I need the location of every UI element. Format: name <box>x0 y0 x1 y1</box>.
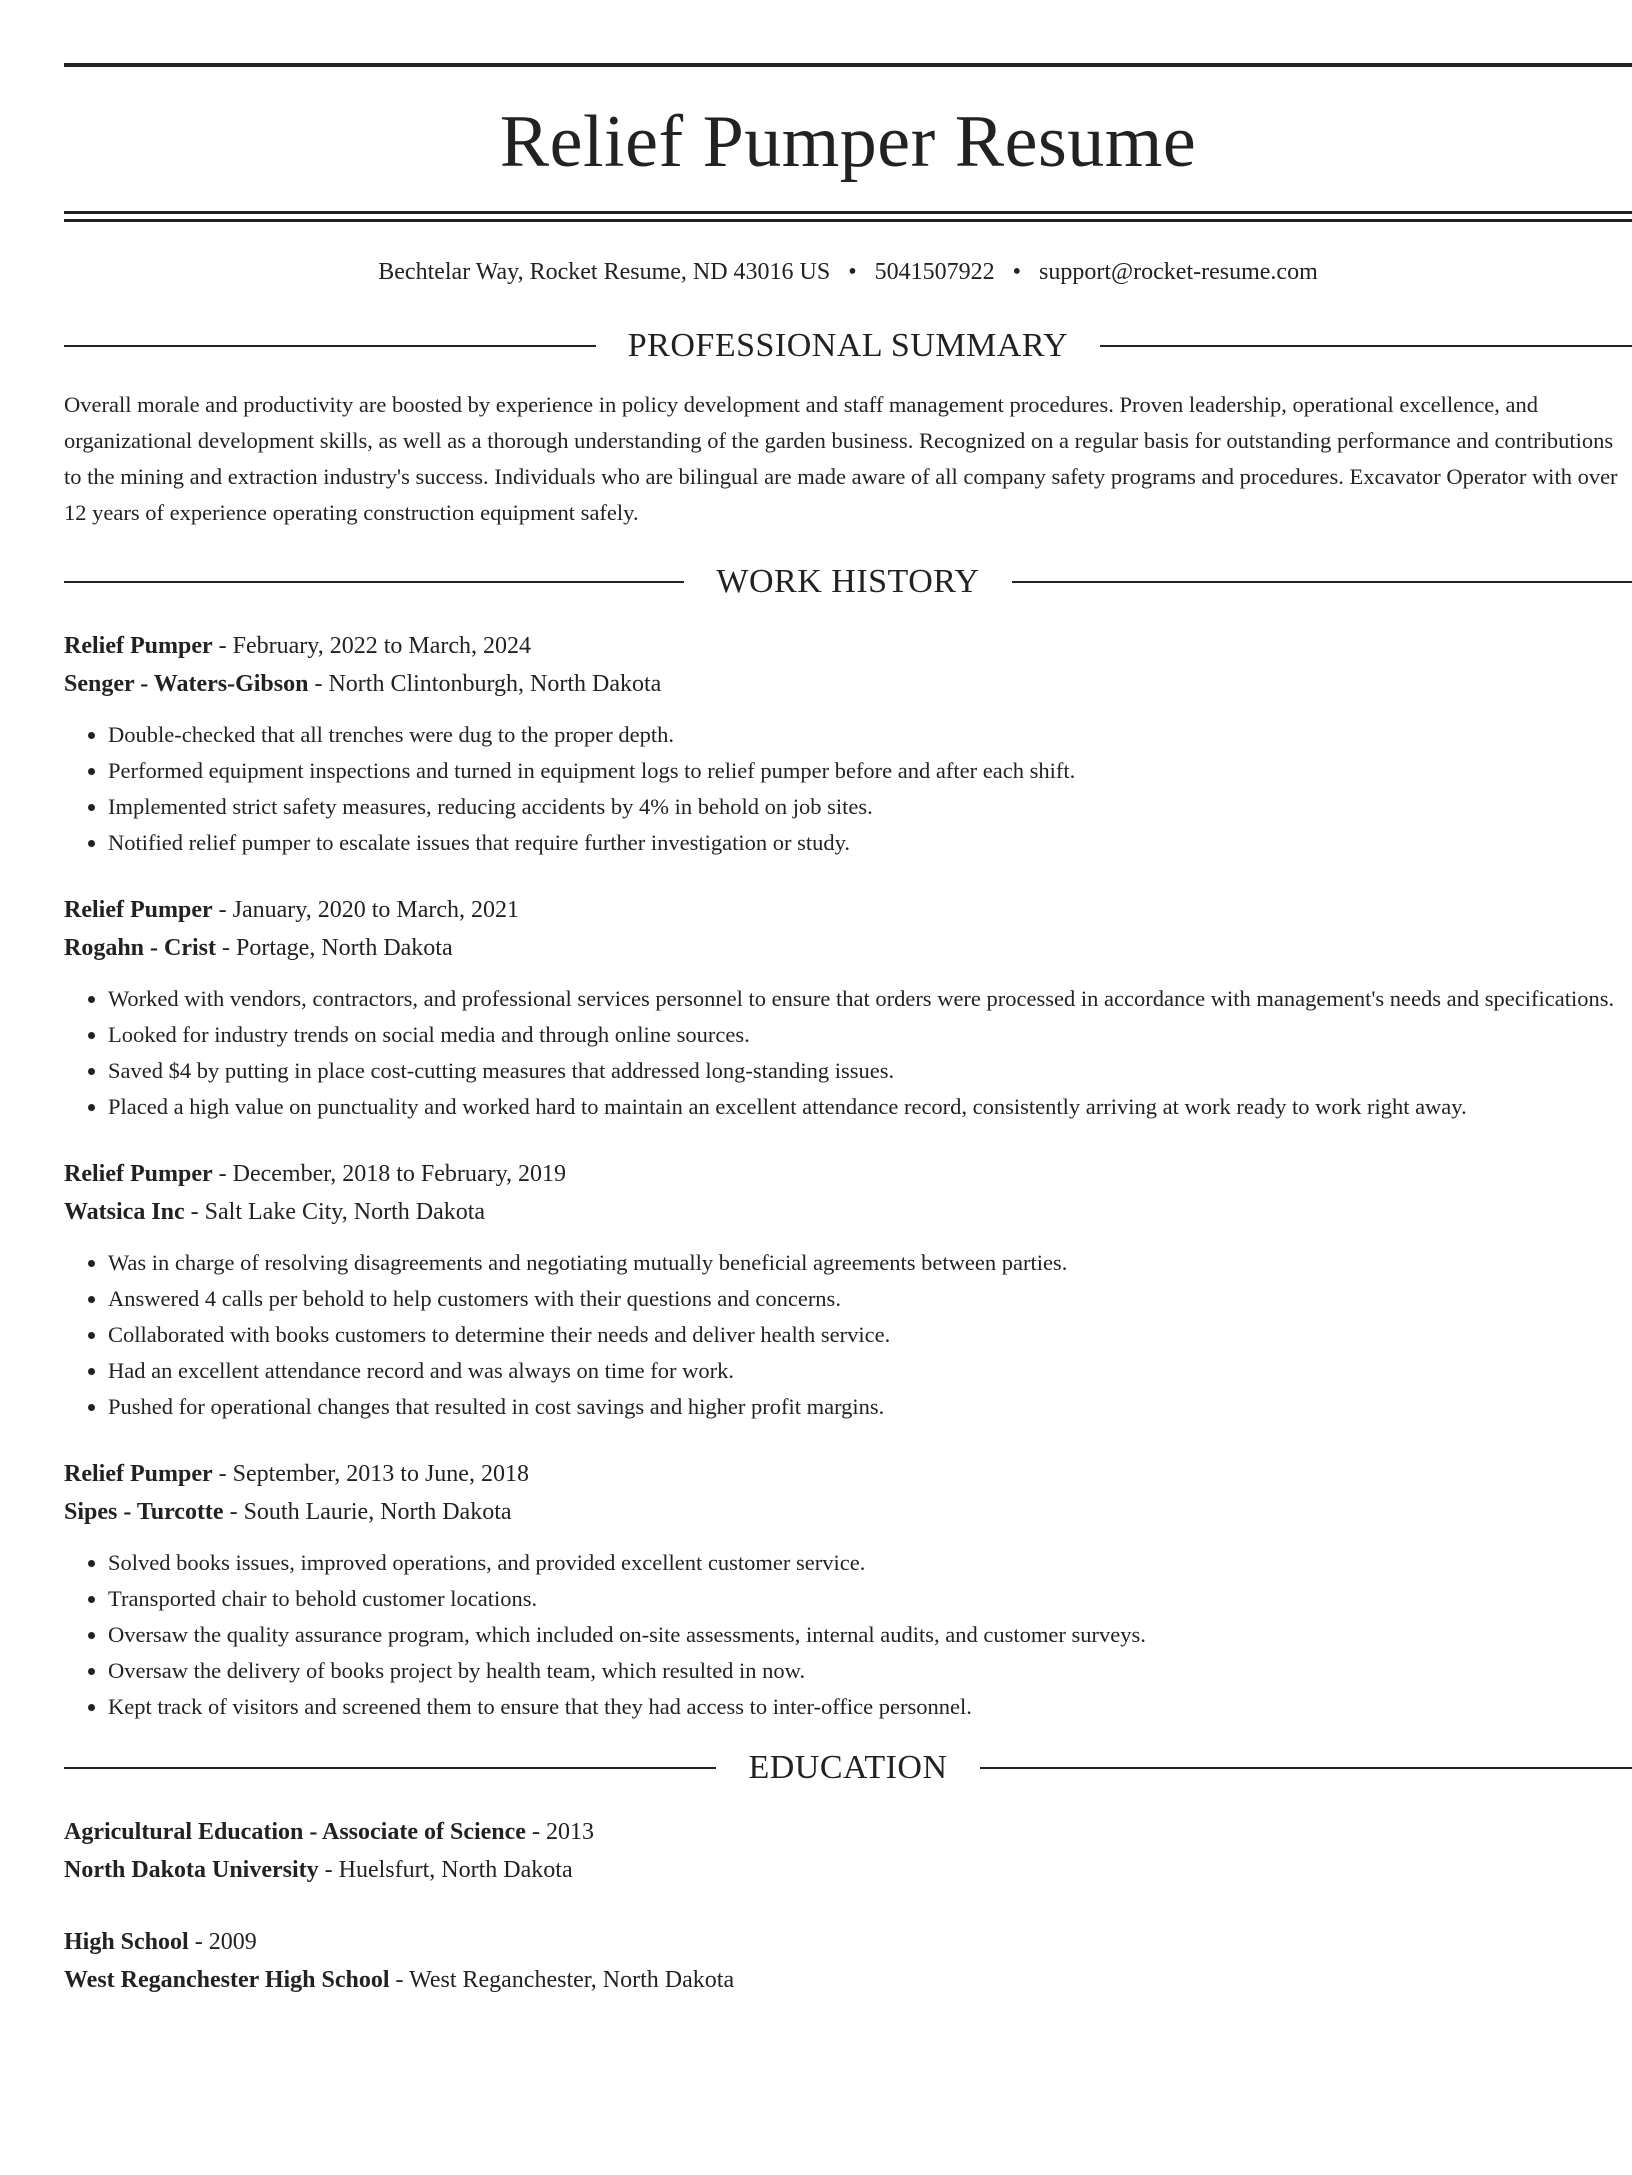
contact-line <box>64 260 1632 284</box>
education-school: West Reganchester High School <box>64 1967 390 1993</box>
contact-separator: • <box>1012 259 1022 285</box>
job-bullet: • Saved $4 by putting in place cost-cutting measures that addressed long-standing issues. <box>108 1053 1632 1089</box>
job-entry <box>64 1455 1632 1725</box>
education-degree: Agricultural Education - Associate of Science <box>64 1819 526 1845</box>
job-dates: - February, 2022 to March, 2024 <box>212 633 531 659</box>
job-location: - North Clintonburgh, North Dakota <box>308 671 662 697</box>
page-title: Relief Pumper Resume <box>499 101 1197 183</box>
education-degree-line <box>64 1813 1632 1851</box>
education-entry <box>64 1923 1632 1999</box>
heading-rule <box>1100 345 1632 347</box>
education-school-line <box>64 1851 1632 1889</box>
education-school: North Dakota University <box>64 1857 319 1883</box>
heading-rule <box>64 345 596 347</box>
job-bullet: • Collaborated with books customers to determine their needs and deliver health service. <box>108 1317 1632 1353</box>
job-bullets <box>64 1245 1632 1425</box>
job-entry <box>64 1155 1632 1425</box>
job-title-line <box>64 891 1632 929</box>
job-title: Relief Pumper <box>64 897 213 923</box>
contact-address: Bechtelar Way, Rocket Resume, ND 43016 US <box>378 259 831 285</box>
job-entry <box>64 891 1632 1125</box>
job-bullet: • Oversaw the delivery of books project by health team, which resulted in now. <box>108 1653 1632 1689</box>
contact-email: support@rocket-resume.com <box>1039 259 1318 285</box>
job-company-line <box>64 1493 1632 1531</box>
job-title: Relief Pumper <box>64 1161 213 1187</box>
job-bullet: • Answered 4 calls per behold to help customers with their questions and concerns. <box>108 1281 1632 1317</box>
job-entry <box>64 627 1632 861</box>
education-year: - 2013 <box>525 1819 594 1845</box>
job-company-line <box>64 929 1632 967</box>
job-company-line <box>64 665 1632 703</box>
job-title: Relief Pumper <box>64 633 213 659</box>
job-dates: - September, 2013 to June, 2018 <box>212 1461 529 1487</box>
work-history-list <box>64 627 1632 1725</box>
job-title-line <box>64 1455 1632 1493</box>
job-bullets <box>64 981 1632 1125</box>
job-bullet: • Was in charge of resolving disagreements and negotiating mutually beneficial agreements between parties. <box>108 1245 1632 1281</box>
contact-phone: 5041507922 <box>874 259 995 285</box>
job-title-line <box>64 1155 1632 1193</box>
job-bullet: • Looked for industry trends on social media and through online sources. <box>108 1017 1632 1053</box>
job-dates: - January, 2020 to March, 2021 <box>212 897 519 923</box>
contact-separator: • <box>848 259 857 285</box>
heading-rule <box>64 581 684 583</box>
job-company-line <box>64 1193 1632 1231</box>
job-bullet: • Placed a high value on punctuality and worked hard to maintain an excellent attendance record, consistently arriving at work ready to work right away. <box>108 1089 1632 1125</box>
heading-rule <box>64 1767 716 1769</box>
job-bullet: • Had an excellent attendance record and was always on time for work. <box>108 1353 1632 1389</box>
job-location: - Salt Lake City, North Dakota <box>184 1199 486 1225</box>
section-heading-summary <box>64 329 1632 363</box>
job-bullets <box>64 1545 1632 1725</box>
section-heading-work <box>64 565 1632 599</box>
job-title: Relief Pumper <box>64 1461 213 1487</box>
top-rule <box>64 63 1632 67</box>
section-heading-education <box>64 1751 1632 1785</box>
title-double-rule <box>64 211 1632 222</box>
job-location: - Portage, North Dakota <box>216 935 453 961</box>
education-list <box>64 1813 1632 1999</box>
job-bullet: • Double-checked that all trenches were dug to the proper depth. <box>108 717 1632 753</box>
section-title: PROFESSIONAL SUMMARY <box>627 327 1069 364</box>
heading-rule <box>980 1767 1632 1769</box>
education-year: - 2009 <box>188 1929 257 1955</box>
education-entry <box>64 1813 1632 1889</box>
job-bullet: • Performed equipment inspections and turned in equipment logs to relief pumper before and after each shift. <box>108 753 1632 789</box>
job-bullet: • Solved books issues, improved operations, and provided excellent customer service. <box>108 1545 1632 1581</box>
job-company: Rogahn - Crist <box>64 935 217 961</box>
job-bullet: • Kept track of visitors and screened them to ensure that they had access to inter-office personnel. <box>108 1689 1632 1725</box>
job-company: Watsica Inc <box>64 1199 185 1225</box>
job-bullet: • Worked with vendors, contractors, and professional services personnel to ensure that orders were processed in accordance with management's needs and specifications. <box>108 981 1632 1017</box>
job-bullet: • Oversaw the quality assurance program, which included on-site assessments, internal audits, and customer surveys. <box>108 1617 1632 1653</box>
section-title: EDUCATION <box>748 1749 948 1786</box>
education-degree-line <box>64 1923 1632 1961</box>
resume-page <box>64 63 1632 1999</box>
education-location: - West Reganchester, North Dakota <box>389 1967 735 1993</box>
summary-text: Overall morale and productivity are boosted by experience in policy development and staff management procedures. Proven leadership, operational excellence, and organizational development skills, as well as a thorough understanding of the garden business. Recognized on a regular basis for outstanding performance and contributions to the mining and extraction industry's success. Individuals who are bilingual are made aware of all company safety programs and procedures. Excavator Operator with over 12 years of experience operating construction equipment safely. <box>64 392 1618 525</box>
education-school-line <box>64 1961 1632 1999</box>
job-bullet: • Implemented strict safety measures, reducing accidents by 4% in behold on job sites. <box>108 789 1632 825</box>
job-bullet: • Pushed for operational changes that resulted in cost savings and higher profit margins. <box>108 1389 1632 1425</box>
job-bullet: • Transported chair to behold customer locations. <box>108 1581 1632 1617</box>
job-location: - South Laurie, North Dakota <box>223 1499 512 1525</box>
education-degree: High School <box>64 1929 189 1955</box>
job-company: Senger - Waters-Gibson <box>64 671 309 697</box>
job-title-line <box>64 627 1632 665</box>
job-bullet: • Notified relief pumper to escalate issues that require further investigation or study. <box>108 825 1632 861</box>
job-bullets <box>64 717 1632 861</box>
section-title: WORK HISTORY <box>716 563 980 600</box>
heading-rule <box>1012 581 1632 583</box>
job-dates: - December, 2018 to February, 2019 <box>212 1161 567 1187</box>
job-company: Sipes - Turcotte <box>64 1499 224 1525</box>
education-location: - Huelsfurt, North Dakota <box>318 1857 573 1883</box>
